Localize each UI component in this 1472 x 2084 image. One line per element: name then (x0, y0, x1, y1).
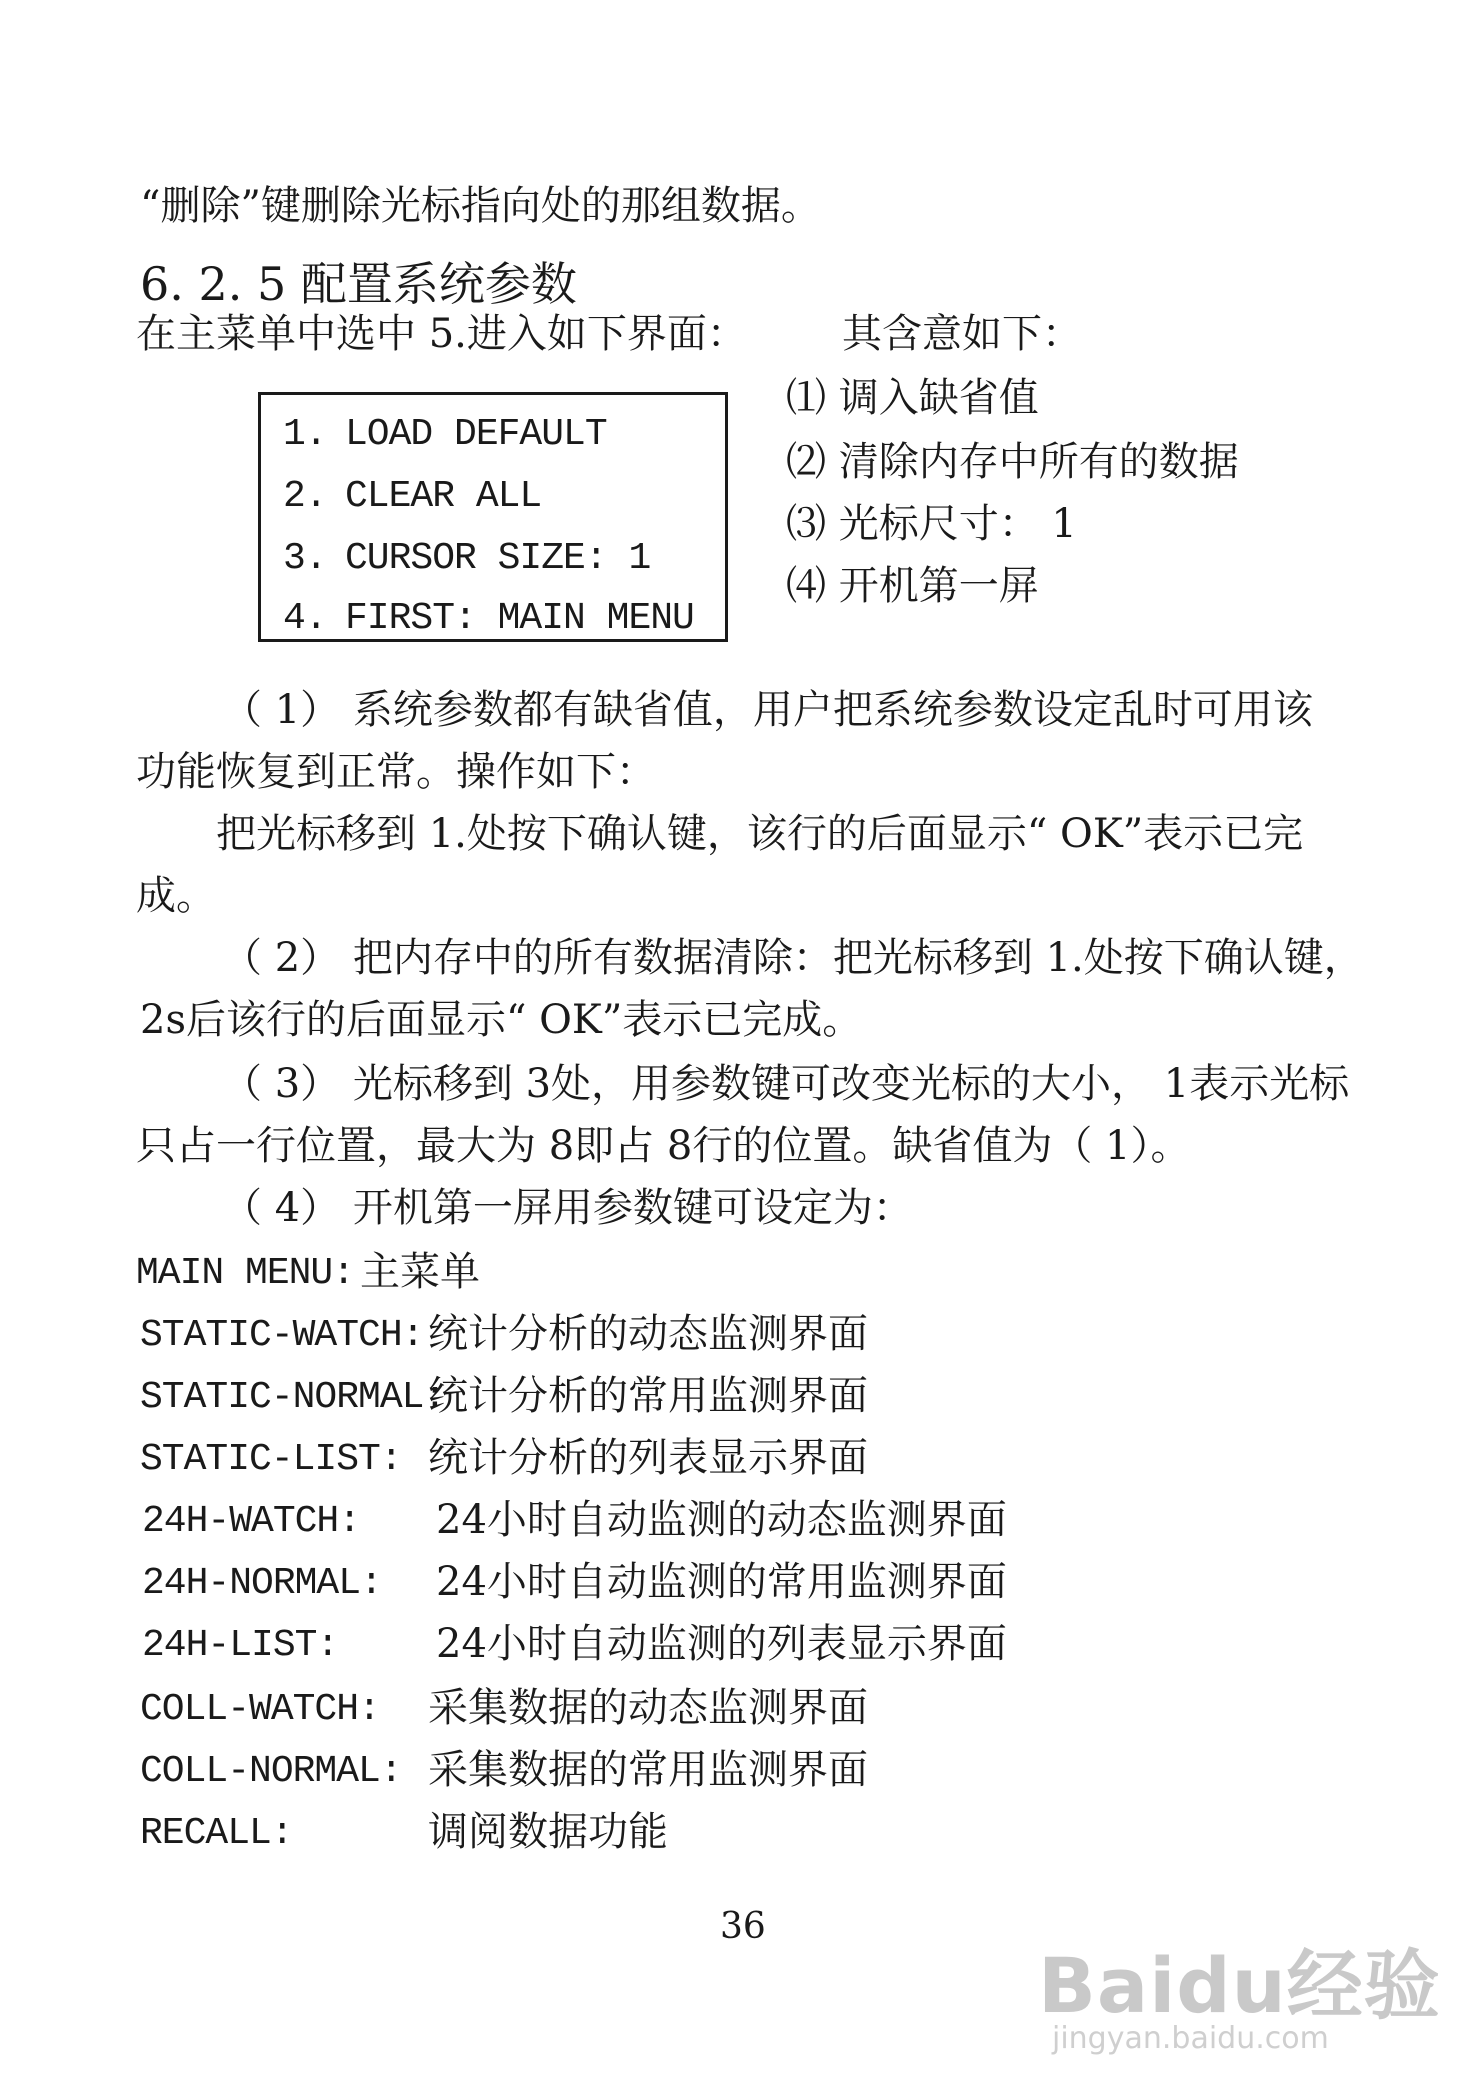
mode-desc: 24小时自动监测的列表显示界面 (436, 1621, 1007, 1667)
page-number: 36 (720, 1906, 766, 1947)
mode-key: 24H-LIST: (142, 1624, 339, 1667)
meaning-2: ⑵ 清除内存中所有的数据 (786, 439, 1239, 485)
paragraph-1-line-4: 成。 (136, 873, 216, 919)
mode-desc: 24小时自动监测的动态监测界面 (436, 1497, 1007, 1543)
delete-instruction-line: “删除”键删除光标指向处的那组数据。 (140, 183, 821, 229)
config-menu-screen (258, 392, 728, 642)
mode-key: MAIN MENU: (136, 1252, 355, 1295)
paragraph-2-line-2: 2s后该行的后面显示“ OK”表示已完成。 (140, 997, 863, 1043)
mode-desc: 24小时自动监测的常用监测界面 (436, 1559, 1007, 1605)
mode-desc: 主菜单 (360, 1249, 480, 1295)
mode-desc: 统计分析的列表显示界面 (428, 1435, 868, 1481)
mode-desc: 采集数据的动态监测界面 (428, 1685, 868, 1731)
mode-desc: 统计分析的动态监测界面 (428, 1311, 868, 1357)
menu-item-label: CLEAR ALL (345, 475, 542, 518)
watermark-url: jingyan.baidu.com (1052, 2021, 1329, 2056)
mode-key: RECALL: (140, 1812, 293, 1855)
paragraph-1-line-1: （ 1） 系统参数都有缺省值，用户把系统参数设定乱时可用该 (222, 687, 1313, 733)
intro-left: 在主菜单中选中 5.进入如下界面： (136, 311, 747, 357)
menu-item-first-screen (283, 597, 694, 640)
menu-item-label: CURSOR SIZE: 1 (345, 537, 651, 580)
menu-item-label: LOAD DEFAULT (345, 413, 607, 456)
meaning-4: ⑷ 开机第一屏 (786, 563, 1039, 609)
mode-key: COLL-NORMAL: (140, 1750, 402, 1793)
paragraph-3-line-2: 只占一行位置，最大为 8即占 8行的位置。缺省值为（ 1）。 (136, 1123, 1191, 1169)
watermark-logo: Baidu经验 (1038, 1941, 1441, 2030)
mode-key: STATIC-LIST: (140, 1438, 402, 1481)
mode-key: STATIC-NORMAL: (140, 1376, 446, 1419)
mode-desc: 调阅数据功能 (428, 1809, 668, 1855)
mode-key: 24H-WATCH: (142, 1500, 361, 1543)
paragraph-2-line-1: （ 2） 把内存中的所有数据清除：把光标移到 1.处按下确认键， (222, 935, 1364, 981)
menu-item-number: 4. (283, 597, 327, 640)
paragraph-1-line-2: 功能恢复到正常。操作如下： (136, 749, 656, 795)
intro-right: 其含意如下： (842, 311, 1082, 357)
baidu-jingyan-watermark (1038, 1925, 1448, 2075)
meaning-3: ⑶ 光标尺寸： 1 (786, 501, 1077, 547)
meaning-1: ⑴ 调入缺省值 (786, 375, 1039, 421)
menu-item-clear-all (283, 475, 541, 518)
menu-item-number: 2. (283, 475, 327, 518)
menu-item-load-default (283, 413, 607, 456)
mode-key: COLL-WATCH: (140, 1688, 380, 1731)
paragraph-1-line-3: 把光标移到 1.处按下确认键，该行的后面显示“ OK”表示已完 (216, 811, 1304, 857)
section-title: 6. 2. 5 配置系统参数 (140, 257, 577, 311)
mode-key: STATIC-WATCH: (140, 1314, 424, 1357)
mode-desc: 统计分析的常用监测界面 (428, 1373, 868, 1419)
mode-key: 24H-NORMAL: (142, 1562, 382, 1605)
mode-desc: 采集数据的常用监测界面 (428, 1747, 868, 1793)
menu-item-label: FIRST: MAIN MENU (345, 597, 694, 640)
menu-item-number: 1. (283, 413, 327, 456)
menu-item-number: 3. (283, 537, 327, 580)
paragraph-3-line-1: （ 3） 光标移到 3处，用参数键可改变光标的大小， 1表示光标 (222, 1061, 1350, 1107)
menu-item-cursor-size (283, 537, 650, 580)
paragraph-4-line-1: （ 4） 开机第一屏用参数键可设定为： (222, 1185, 913, 1231)
